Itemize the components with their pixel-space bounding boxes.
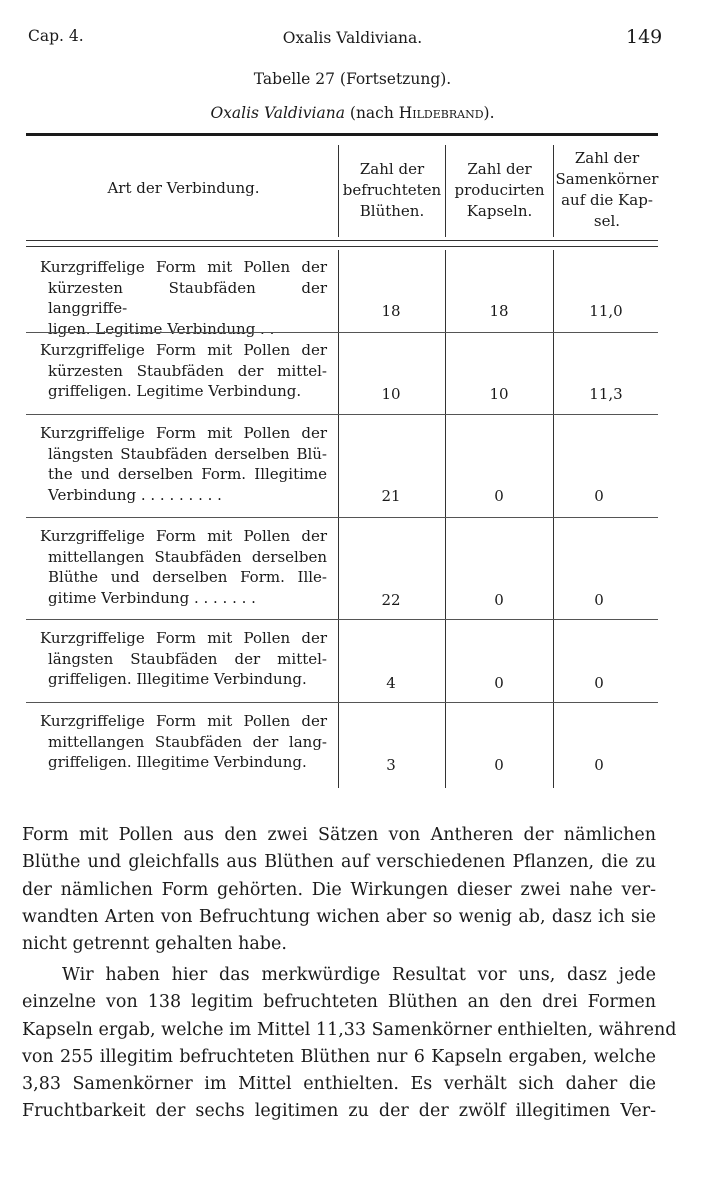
table-subcaption bbox=[0, 104, 705, 122]
column-header-seeds: Zahl der Samenkörner auf die Kap- sel. bbox=[555, 149, 659, 230]
column-divider bbox=[445, 250, 446, 788]
column-header-combination: Art der Verbindung. bbox=[107, 179, 260, 197]
table-header-rule bbox=[26, 240, 658, 247]
table-cell-seeds: 0 bbox=[594, 756, 604, 774]
table-cell-seeds: 0 bbox=[594, 674, 604, 692]
table-cell-seeds: 0 bbox=[594, 591, 604, 609]
table-cell-flowers: 3 bbox=[386, 756, 396, 774]
table-row-label: Kurzgriffelige Form mit Pollen der längsten Staubfäden der mittel- griffeligen. Illegitime Verbindung. bbox=[40, 629, 327, 688]
running-header-chapter: Cap. 4. bbox=[28, 27, 84, 45]
row-divider bbox=[26, 619, 658, 620]
table-cell-flowers: 21 bbox=[381, 487, 401, 505]
subcaption-paren-close: ). bbox=[483, 104, 495, 122]
row-divider bbox=[26, 414, 658, 415]
table-row-label: Kurzgriffelige Form mit Pollen der kürzesten Staubfäden der langgriffe- ligen. Legitime Verbindung . . bbox=[40, 258, 327, 338]
row-divider bbox=[26, 702, 658, 703]
table-cell-capsules: 10 bbox=[489, 385, 509, 403]
page-number: 149 bbox=[626, 26, 663, 48]
table-caption: Tabelle 27 (Fortsetzung). bbox=[253, 70, 452, 88]
table-cell-flowers: 18 bbox=[381, 302, 401, 320]
table-cell-seeds: 0 bbox=[594, 487, 604, 505]
column-divider bbox=[553, 250, 554, 788]
author-name: Hildebrand bbox=[398, 104, 484, 122]
row-divider bbox=[26, 332, 658, 333]
species-name: Oxalis Valdiviana bbox=[210, 104, 345, 122]
column-divider bbox=[338, 250, 339, 788]
body-paragraph: Form mit Pollen aus den zwei Sätzen von Antheren der nämlichen Blüthe und gleichfalls aus Blüthen auf verschiedenen Pflanzen, die zu der nämlichen Form gehörten. Die Wirkungen dieser zwei nahe ver- wandten Arten von Befruchtung wichen aber so wenig ab, dasz ich sie nicht getrennt gehalten habe. bbox=[22, 825, 656, 955]
subcaption-paren-open: (nach bbox=[344, 104, 399, 122]
table-cell-capsules: 0 bbox=[494, 487, 504, 505]
column-divider bbox=[445, 145, 446, 237]
table-cell-capsules: 0 bbox=[494, 756, 504, 774]
table-row-label: Kurzgriffelige Form mit Pollen der kürzesten Staubfäden der mittel- griffeligen. Legitime Verbindung. bbox=[40, 341, 327, 400]
column-divider bbox=[338, 145, 339, 237]
running-header-title: Oxalis Valdiviana. bbox=[282, 29, 423, 47]
table-cell-capsules: 18 bbox=[489, 302, 509, 320]
table-top-rule bbox=[26, 133, 658, 136]
column-header-flowers: Zahl der befruchteten Blüthen. bbox=[342, 160, 442, 220]
table-cell-capsules: 0 bbox=[494, 591, 504, 609]
table-row-label: Kurzgriffelige Form mit Pollen der mittellangen Staubfäden derselben Blüthe und derselben Form. Ille- gitime Verbindung . . . . . . . bbox=[40, 527, 327, 607]
table-cell-flowers: 10 bbox=[381, 385, 401, 403]
table-cell-seeds: 11,0 bbox=[589, 302, 623, 320]
table-row-label: Kurzgriffelige Form mit Pollen der mittellangen Staubfäden der lang- griffeligen. Illegitime Verbindung. bbox=[40, 712, 327, 771]
table-cell-seeds: 11,3 bbox=[589, 385, 623, 403]
column-divider bbox=[553, 145, 554, 237]
table-cell-flowers: 22 bbox=[381, 591, 401, 609]
table-cell-capsules: 0 bbox=[494, 674, 504, 692]
row-divider bbox=[26, 517, 658, 518]
column-header-capsules: Zahl der producirten Kapseln. bbox=[454, 160, 545, 220]
table-cell-flowers: 4 bbox=[386, 674, 396, 692]
table-row-label: Kurzgriffelige Form mit Pollen der längsten Staubfäden derselben Blü- the und derselben Form. Illegitime Verbindung . . . . . . . . . bbox=[40, 424, 327, 504]
body-paragraph: Wir haben hier das merkwürdige Resultat vor uns, dasz jede einzelne von 138 legitim befruchteten Blüthen an den drei Formen Kapseln ergab, welche im Mittel 11,33 Samenkörner enthielten, während von 255 illegitim befruchteten Blüthen nur 6 Kapseln ergaben, welche 3,83 Samenkörner im Mittel enthielten. Es verhält sich daher die Fruchtbarkeit der sechs legitimen zu der der zwölf illegitimen Ver- bbox=[22, 965, 677, 1122]
